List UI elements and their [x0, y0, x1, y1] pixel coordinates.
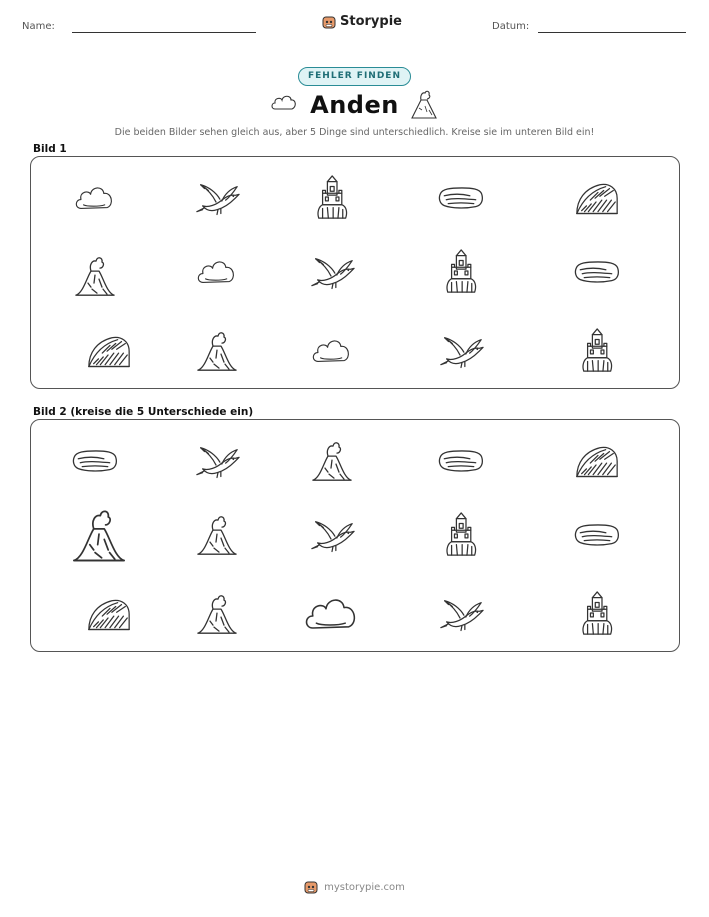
picture1-rock-icon — [557, 162, 637, 234]
picture2-volcano-large-icon[interactable] — [59, 499, 139, 571]
picture2-volcano-icon[interactable] — [177, 499, 257, 571]
footer-url[interactable]: mystorypie.com — [324, 881, 405, 893]
storypie-mascot-icon — [322, 15, 336, 29]
picture2-cloud-large-icon[interactable] — [292, 578, 372, 650]
picture1-label: Bild 1 — [33, 143, 67, 155]
picture1-bird-icon — [421, 315, 501, 387]
picture1-rock-icon — [69, 315, 149, 387]
page-title: Anden — [310, 91, 399, 119]
title-volcano-icon — [409, 88, 439, 124]
picture1-cloud-icon — [55, 162, 135, 234]
date-line[interactable] — [538, 32, 686, 33]
name-line[interactable] — [72, 32, 256, 33]
picture2-rock-icon[interactable] — [69, 578, 149, 650]
picture1-volcano-icon — [55, 240, 135, 312]
picture2-stone-icon[interactable] — [557, 499, 637, 571]
brand-name: Storypie — [340, 14, 402, 29]
picture2-castle-icon[interactable] — [557, 578, 637, 650]
picture1-castle-icon — [421, 236, 501, 308]
picture2-stone-icon[interactable] — [55, 425, 135, 497]
picture1-cloud-icon — [177, 236, 257, 308]
picture1-cloud-icon — [292, 315, 372, 387]
picture2-bird-icon[interactable] — [292, 499, 372, 571]
picture2-volcano-icon[interactable] — [177, 578, 257, 650]
picture1-panel — [30, 156, 680, 389]
picture2-bird-icon[interactable] — [177, 425, 257, 497]
picture1-bird-icon — [292, 236, 372, 308]
storypie-mascot-icon — [304, 880, 318, 894]
footer — [304, 880, 405, 894]
worksheet-type-badge: FEHLER FINDEN — [298, 67, 411, 86]
picture2-stone-icon[interactable] — [421, 425, 501, 497]
picture1-castle-icon — [557, 315, 637, 387]
picture1-volcano-icon — [177, 315, 257, 387]
picture2-bird-icon[interactable] — [421, 578, 501, 650]
picture1-stone-icon — [421, 162, 501, 234]
brand-logo — [322, 14, 402, 29]
name-label: Name: — [22, 21, 55, 32]
picture2-rock-icon[interactable] — [557, 425, 637, 497]
picture1-stone-icon — [557, 236, 637, 308]
picture2-castle-icon[interactable] — [421, 499, 501, 571]
instructions: Die beiden Bilder sehen gleich aus, aber 5 Dinge sind unterschiedlich. Kreise sie im unteren Bild ein! — [114, 127, 595, 138]
picture2-label: Bild 2 (kreise die 5 Unterschiede ein) — [33, 406, 254, 418]
picture1-bird-icon — [177, 162, 257, 234]
picture2-volcano-icon[interactable] — [292, 425, 372, 497]
picture1-castle-icon — [292, 162, 372, 234]
picture2-panel[interactable] — [30, 419, 680, 652]
date-label: Datum: — [492, 21, 530, 32]
